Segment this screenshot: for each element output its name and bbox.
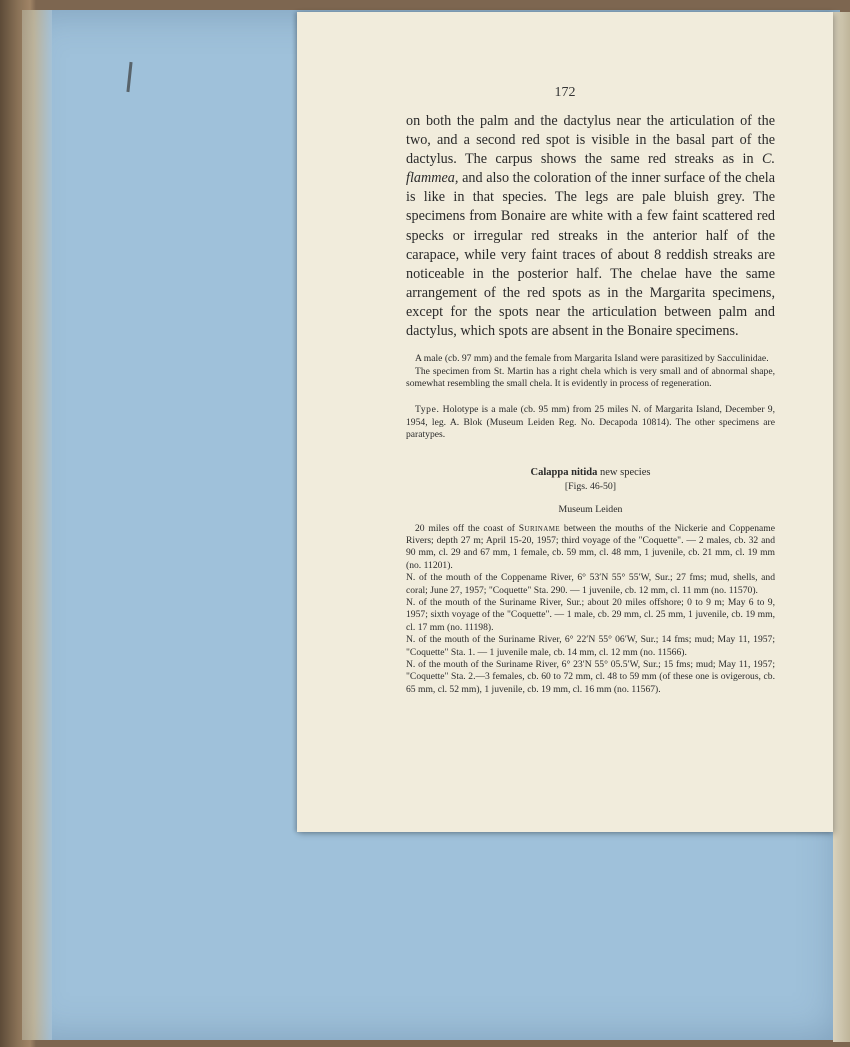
record-1-text-a: 20 miles off the coast of: [415, 522, 519, 534]
species-heading: [406, 466, 775, 480]
note-regeneration: The specimen from St. Martin has a right chela which is very small and of abnormal shape, somewhat resembling the small chela. It is evidently in process of regeneration.: [406, 365, 775, 389]
lead-text-2: and also the coloration of the inner surface of the chela is like in that species. The legs are pale bluish grey. The specimens from Bonaire are white with a few faint scattered red specks or irregular red streaks in the anterior half of the carapace, while very faint traces of about 8 reddish streaks are noticeable in the posterior half. The chelae have the same arrangement of the red spots as in the Margarita specimens, except for the spots near the articulation between palm and dactylus, which spots are absent in the Bonaire specimens.: [406, 170, 775, 340]
page-number: 172: [554, 85, 576, 100]
type-label: Type.: [415, 404, 440, 416]
type-note: [406, 404, 775, 441]
museum-heading: Museum Leiden: [558, 503, 623, 515]
specimen-records: [406, 523, 775, 697]
record-5: N. of the mouth of the Suriname River, 6° 23′N 55° 05.5′W, Sur.; 15 fms; mud; May 11, 1957; "Coquette" Sta. 2.—3 females, cb. 60 to 72 mm, cl. 48 to 59 mm (of these one is ovigerous, cb. 65 mm, cl. 52 mm), 1 juvenile, cb. 19 mm, cl. 16 mm (no. 11567).: [406, 659, 775, 695]
species-name: Calappa nitida: [530, 466, 598, 478]
record-3: N. of the mouth of the Suriname River, Sur.; about 20 miles offshore; 0 to 9 m; May 6 to 9, 1957; sixth voyage of the "Coquette". — 1 male, cb. 29 mm, cl. 25 mm, 1 juvenile, cb. 19 mm, cl. 17 mm (no. 11198).: [406, 597, 775, 633]
record-1-text-b: between the mouths of the Nickerie and Coppename Rivers; depth 27 m; April 15-20, 1957; third voyage of the "Coquette". — 2 males, cb. 32 and 90 mm, cl. 29 and 67 mm, 1 female, cb. 59 mm, cl. 48 mm, 1 juvenile, cb. 21 mm, cl. 19 mm (no. 11201).: [406, 522, 775, 571]
record-1-location: Suriname: [518, 522, 560, 534]
page-content: [406, 112, 775, 696]
figure-reference: [Figs. 46-50]: [564, 480, 617, 492]
record-4: N. of the mouth of the Suriname River, 6° 22′N 55° 06′W, Sur.; 14 fms; mud; May 11, 1957; "Coquette" Sta. 1. — 1 juvenile male, cb. 14 mm, cl. 12 mm (no. 11566).: [406, 634, 775, 658]
species-reference: C. flammea,: [406, 151, 775, 187]
type-text: Holotype is a male (cb. 95 mm) from 25 miles N. of Margarita Island, December 9, 1954, leg. A. Blok (Museum Leiden Reg. No. Decapoda 10814). The other specimens are paratypes.: [406, 404, 775, 441]
lead-text-1: on both the palm and the dactylus near the articulation of the two, and a second red spot is visible in the basal part of the dactylus. The carpus shows the same red streaks as in: [406, 113, 775, 168]
endpaper-edge: [22, 10, 52, 1040]
record-1: [406, 523, 775, 573]
lead-paragraph: [406, 112, 775, 341]
book-page: [297, 12, 833, 832]
adjacent-page-edge: [833, 12, 850, 1042]
record-2: N. of the mouth of the Coppename River, 6° 53′N 55° 55′W, Sur.; 27 fms; mud, shells, and coral; June 27, 1957; "Coquette" Sta. 290. — 1 juvenile, cb. 12 mm, cl. 11 mm (no. 11570).: [406, 572, 775, 596]
note-parasitized: A male (cb. 97 mm) and the female from Margarita Island were parasitized by Sacculinidae.: [415, 353, 769, 365]
species-status: new species: [600, 466, 651, 478]
